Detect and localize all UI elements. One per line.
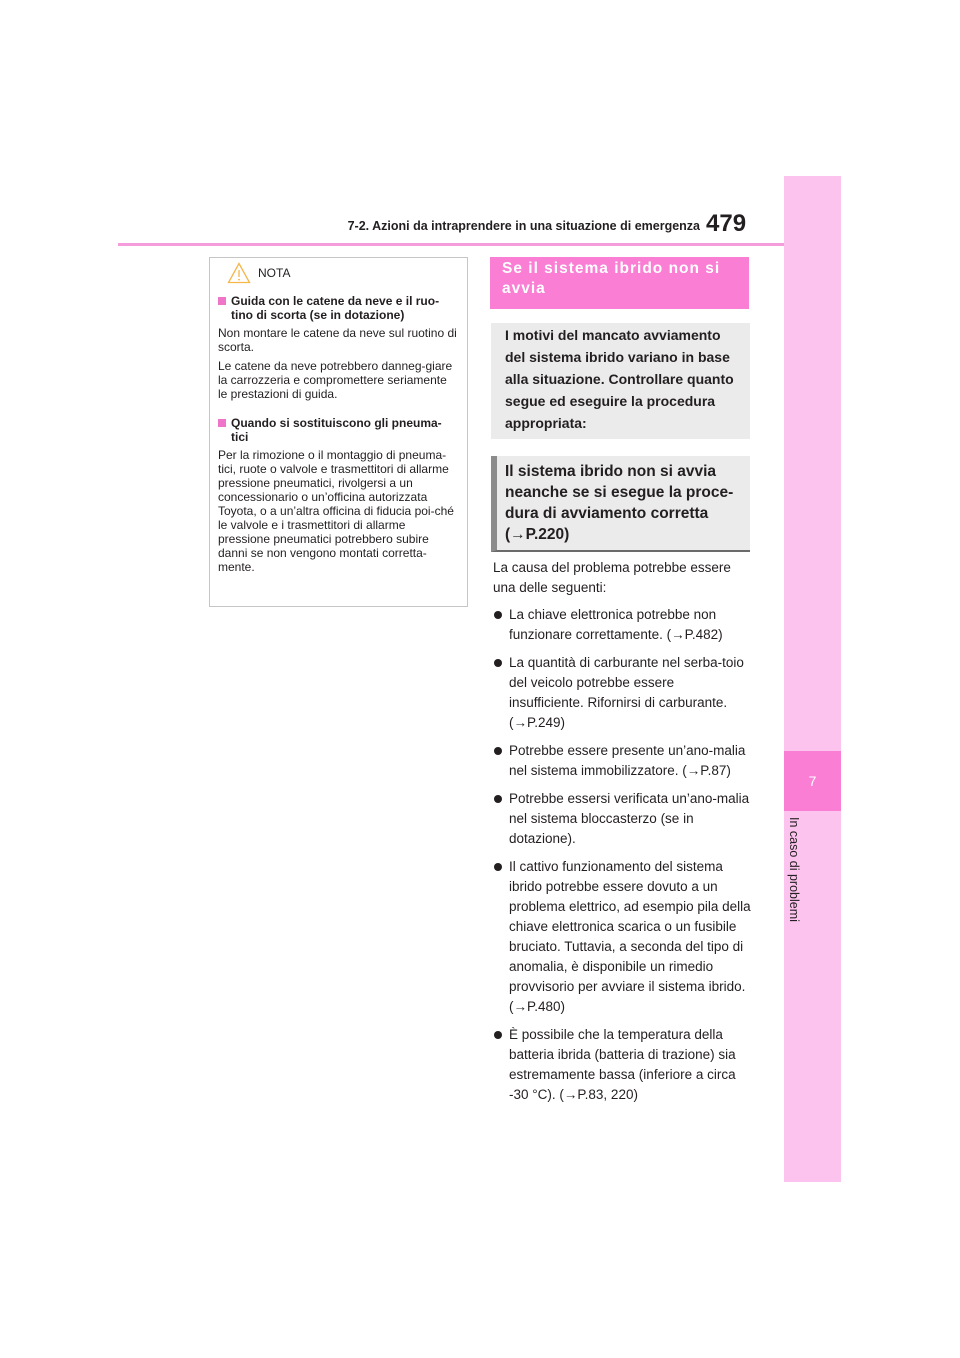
note-subheading: Quando si sostituiscono gli pneuma-tici: [218, 416, 459, 444]
square-bullet-icon: [218, 419, 226, 427]
body-text: [493, 558, 751, 1113]
subsection-heading: Il sistema ibrido non si avvia neanche se si esegue la proce-dura di avviamento corretta (→P.220): [491, 456, 750, 552]
list-item: Il cattivo funzionamento del sistema ibrido potrebbe essere dovuto a un problema elettrico, ad esempio pila della chiave elettronica scarica o un fusibile bruciato. Tuttavia, a seconda del tipo di anomalia, è disponibile un rimedio provvisorio per avviare il sistema ibrido. (→P.480): [493, 857, 751, 1017]
bullet-dot-icon: [494, 659, 502, 667]
section-banner: Se il sistema ibrido non si avvia: [490, 257, 749, 309]
header-rule: [118, 243, 784, 246]
lead-paragraph: La causa del problema potrebbe essere una delle seguenti:: [493, 560, 731, 595]
square-bullet-icon: [218, 297, 226, 305]
chapter-number-tab: [784, 751, 841, 811]
running-header: 7-2. Azioni da intraprendere in una situazione di emergenza: [347, 219, 700, 233]
list-item: Potrebbe essere presente un’ano-malia nel sistema immobilizzatore. (→P.87): [493, 741, 751, 781]
page-number: 479: [706, 210, 747, 237]
list-item: Potrebbe essersi verificata un’ano-malia nel sistema bloccasterzo (se in dotazione).: [493, 789, 751, 849]
bullet-dot-icon: [494, 611, 502, 619]
note-label: NOTA: [258, 266, 291, 280]
note-header: [210, 258, 467, 286]
cause-list: [493, 605, 751, 1105]
list-item: La chiave elettronica potrebbe non funzionare correttamente. (→P.482): [493, 605, 751, 645]
note-paragraph: Non montare le catene da neve sul ruotino di scorta.: [218, 326, 457, 354]
bullet-dot-icon: [494, 863, 502, 871]
note-paragraph: Le catene da neve potrebbero danneg-giare la carrozzeria e compromettere seriamente le prestazioni di guida.: [218, 359, 453, 401]
note-paragraph: Per la rimozione o il montaggio di pneuma-tici, ruote o valvole e trasmettitori di allarme pressione pneumatici, rivolgersi a un concessionario o un’officina autorizzata Toyota, o a un’altra officina di fiducia poi-ché le valvole e i trasmettitori di allarme pressione pneumatici potrebbero subire danni se non vengono montati corretta-mente.: [218, 448, 454, 574]
chapter-side-strip: [784, 176, 841, 1182]
bullet-dot-icon: [494, 747, 502, 755]
chapter-number: 7: [808, 773, 817, 789]
list-item: La quantità di carburante nel serba-toio del veicolo potrebbe essere insufficiente. Rifornirsi di carburante. (→P.249): [493, 653, 751, 733]
intro-box: I motivi del mancato avviamento del sistema ibrido variano in base alla situazione. Controllare quanto segue ed eseguire la procedura appropriata:: [491, 323, 750, 439]
note-subheading: Guida con le catene da neve e il ruo-tino di scorta (se in dotazione): [218, 294, 459, 322]
bullet-dot-icon: [494, 795, 502, 803]
chapter-label: In caso di problemi: [787, 817, 801, 922]
bullet-dot-icon: [494, 1031, 502, 1039]
list-item: È possibile che la temperatura della batteria ibrida (batteria di trazione) sia estremamente bassa (inferiore a circa -30 °C). (→P.83, 220): [493, 1025, 751, 1105]
note-box: [209, 257, 468, 607]
warning-triangle-icon: [227, 262, 251, 284]
